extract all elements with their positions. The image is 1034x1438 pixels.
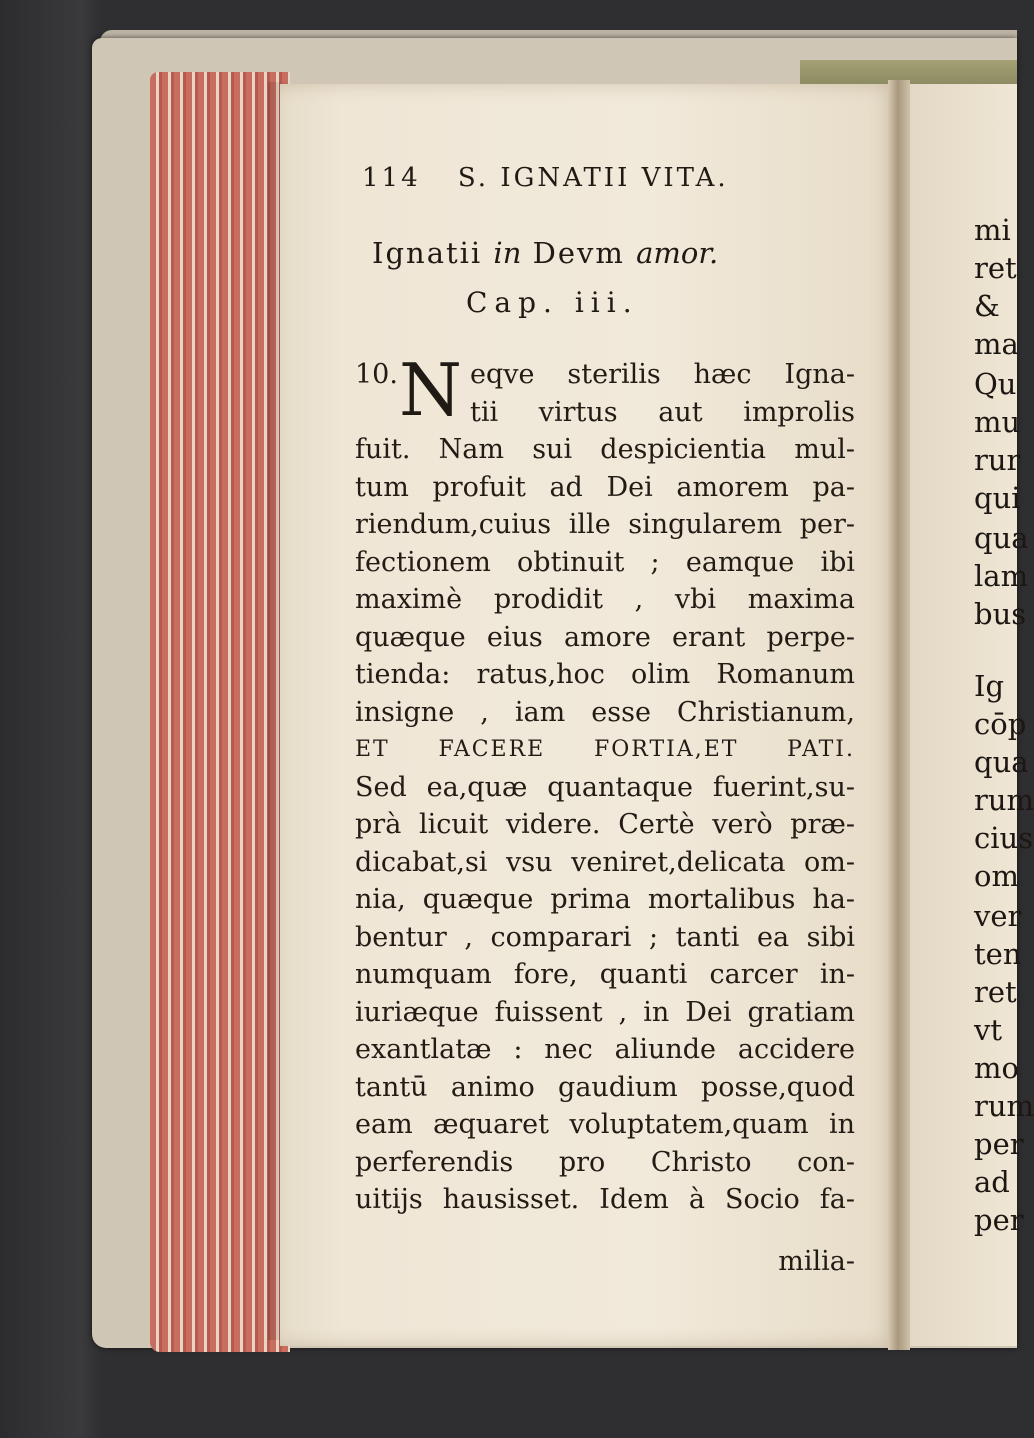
- right-page-fragment: Ig: [974, 669, 1005, 703]
- chapter-title-word: in: [493, 236, 522, 270]
- right-page-fragment: qua: [974, 745, 1029, 779]
- body-line: eqve sterilis hæc Igna-: [470, 359, 855, 390]
- body-line: fuit. Nam sui despicientia mul-: [355, 434, 855, 465]
- body-line: iuriæque fuissent , in Dei gratiam: [355, 996, 855, 1028]
- body-line: tantū animo gaudium posse,quod: [355, 1071, 855, 1103]
- right-page-fragment: vt: [974, 1013, 1003, 1047]
- body-line: insigne , iam esse Christianum,: [355, 696, 855, 728]
- book-gutter: [888, 80, 910, 1350]
- body-line: riendum,cuius ille singularem per-: [355, 509, 855, 540]
- chapter-title-word: Devm: [532, 236, 625, 270]
- right-page-fragment: bus: [974, 597, 1027, 631]
- right-page-fragment: cius: [974, 821, 1034, 855]
- right-page-fragment: rur: [974, 443, 1021, 477]
- body-line: ET FACERE FORTIA,ET PATI.: [355, 737, 855, 762]
- body-line: dicabat,si vsu veniret,delicata om-: [355, 846, 855, 878]
- body-line: tienda: ratus,hoc olim Romanum: [355, 659, 855, 690]
- right-page-fragment: ad: [974, 1165, 1010, 1199]
- right-page-fragment: ret: [974, 251, 1017, 285]
- running-header: [362, 163, 802, 197]
- right-page-fragment: mu: [974, 405, 1021, 439]
- right-page-fragment: per: [974, 1127, 1024, 1161]
- body-line: perferendis pro Christo con-: [355, 1146, 855, 1178]
- right-page-fragment: qua: [974, 521, 1029, 555]
- page-number: 114: [362, 163, 421, 193]
- body-line: prà licuit videre. Certè verò præ-: [355, 809, 855, 840]
- right-page-fragment: ret: [974, 975, 1017, 1009]
- body-line: tii virtus aut improlis: [470, 396, 855, 428]
- section-number: 10.: [355, 359, 398, 390]
- right-page-fragment: Qu: [974, 367, 1017, 401]
- right-page-fragment: lam: [974, 559, 1029, 593]
- drop-initial: N: [399, 348, 462, 432]
- body-line: numquam fore, quanti carcer in-: [355, 959, 855, 990]
- body-line: uitijs hausisset. Idem à Socio fa-: [355, 1184, 855, 1215]
- right-page-fragment: qui: [974, 481, 1021, 515]
- right-page-fragment: per: [974, 1203, 1024, 1237]
- chapter-title: [372, 236, 842, 276]
- body-line: eam æquaret voluptatem,quam in: [355, 1109, 855, 1140]
- body-line: maximè prodidit , vbi maxima: [355, 584, 855, 615]
- body-line: nia, quæque prima mortalibus ha-: [355, 884, 855, 915]
- right-page-fragment: om: [974, 859, 1019, 893]
- body-line: Sed ea,quæ quantaque fuerint,su-: [355, 771, 855, 803]
- right-page-fragment: cōp: [974, 707, 1027, 741]
- body-line: fectionem obtinuit ; eamque ibi: [355, 546, 855, 578]
- body-line: tum profuit ad Dei amorem pa-: [355, 471, 855, 503]
- chapter-number: Cap. iii.: [466, 286, 639, 319]
- right-page-fragment: ver: [974, 899, 1022, 933]
- body-line: bentur , comparari ; tanti ea sibi: [355, 921, 855, 953]
- body-line: exantlatæ : nec aliunde accidere: [355, 1034, 855, 1065]
- chapter-title-word: amor.: [636, 236, 719, 270]
- right-page-fragment: rum: [974, 1089, 1034, 1123]
- right-page-fragment: ten: [974, 937, 1022, 971]
- running-title: S. IGNATII VITA.: [457, 163, 729, 193]
- right-page-fragment: mi: [974, 213, 1011, 247]
- right-page-fragment: &: [974, 289, 1000, 323]
- body-line: quæque eius amore erant perpe-: [355, 621, 855, 653]
- right-page-fragment: mo: [974, 1051, 1019, 1085]
- chapter-title-word: Ignatii: [372, 236, 483, 270]
- right-page-fragment: rum: [974, 783, 1034, 817]
- right-page-fragment: ma: [974, 327, 1019, 361]
- catchword: milia-: [778, 1246, 855, 1277]
